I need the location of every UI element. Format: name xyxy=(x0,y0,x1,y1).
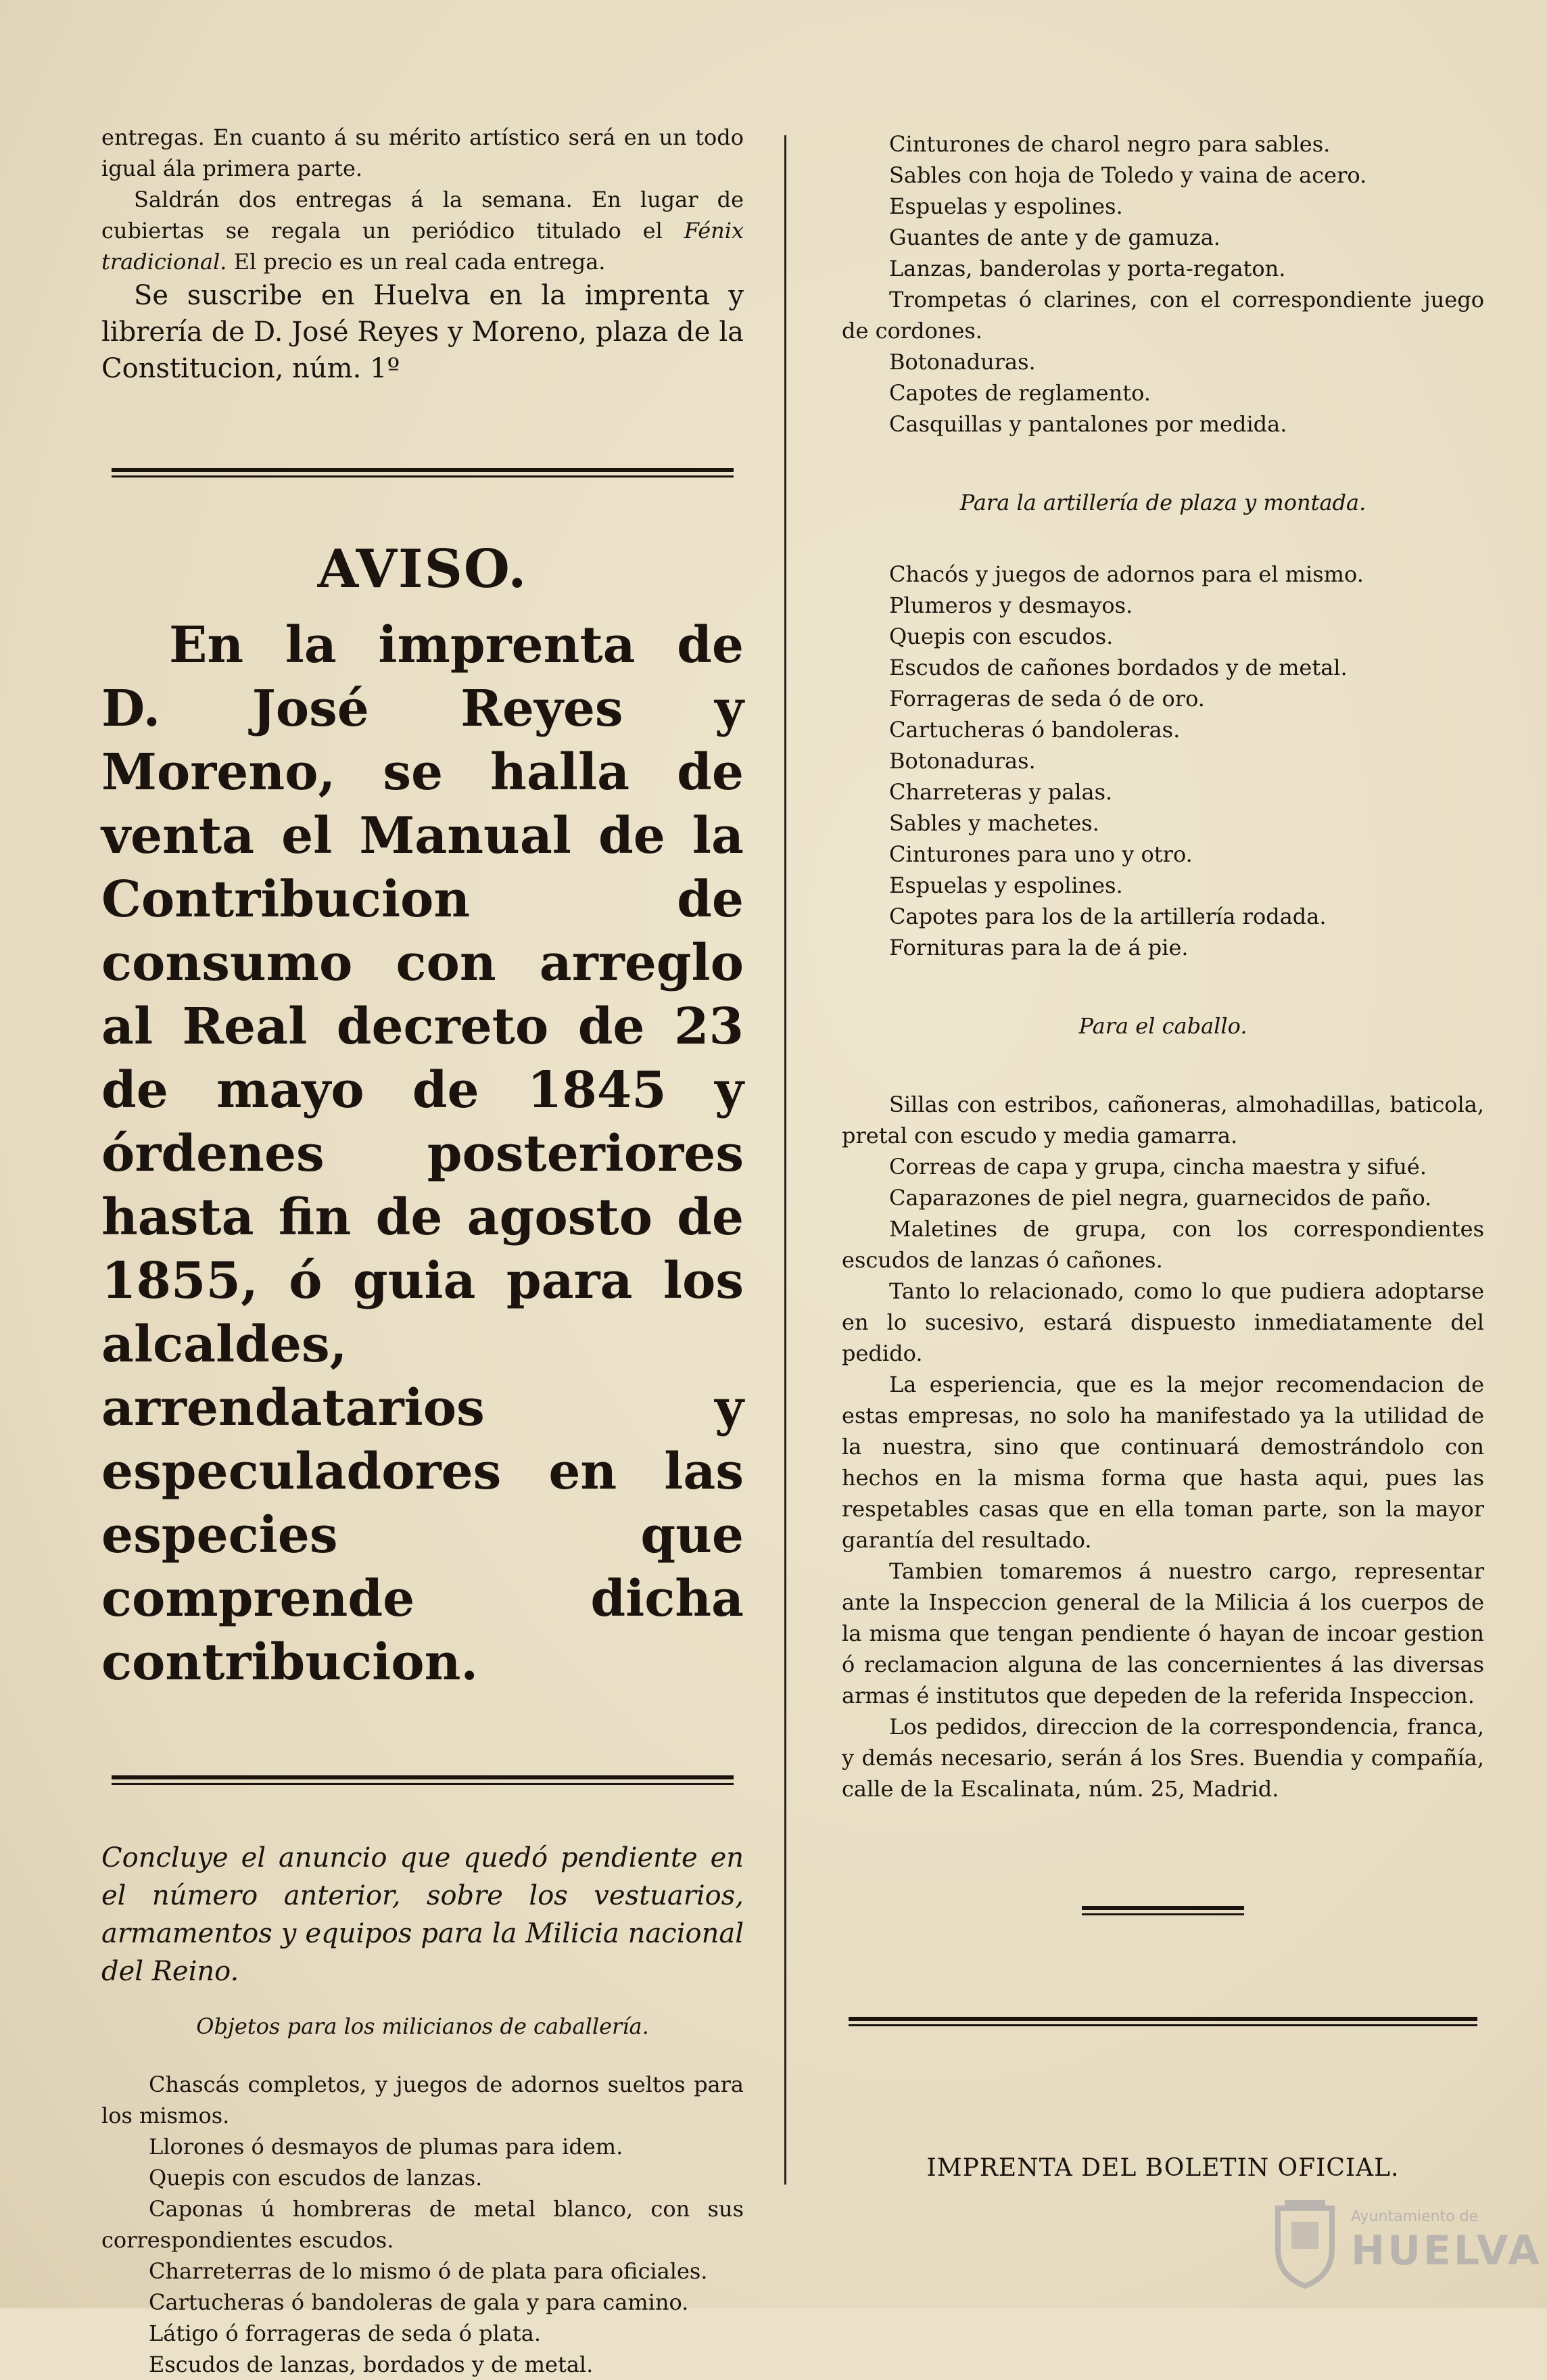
list-item: Botonaduras. xyxy=(889,349,1036,375)
caballo-heading: Para el caballo. xyxy=(1078,1013,1247,1039)
intro-periodical: Fénix tradicional. xyxy=(101,218,744,275)
huelva-logo xyxy=(1264,2195,1542,2289)
list-item: Botonaduras. xyxy=(889,748,1036,774)
caballeria-list-continued xyxy=(842,129,1484,440)
paragraph: La esperiencia, que es la mejor recomendacion de estas empresas, no solo ha manifestado ya la utilidad de la nuestra, sino que continuará demostrándolo con hechos en la misma forma que hasta aqui, pues las respetables casas que en ella toman parte, son la mayor garantía del resultado. xyxy=(842,1372,1484,1553)
list-item: Cartucheras ó bandoleras de gala y para camino. xyxy=(149,2289,689,2315)
aviso-body: En la imprenta de D. José Reyes y Moreno, se halla de venta el Manual de la Contribucion de consumo con arreglo al Real decreto de 23 de mayo de 1845 y órdenes posteriores hasta fin de agosto de 1855, ó guia para los alcaldes, arrendatarios y especuladores en las especies que comprende dicha contribucion. xyxy=(101,616,744,1691)
list-item: Cartucheras ó bandoleras. xyxy=(889,717,1181,743)
list-item: Quepis con escudos. xyxy=(889,624,1114,649)
right-column xyxy=(842,101,1484,2026)
list-item: Chascás completos, y juegos de adornos sueltos para los mismos. xyxy=(101,2072,744,2128)
list-item: Correas de capa y grupa, cincha maestra y sifué. xyxy=(889,1154,1427,1180)
list-item: Chacós y juegos de adornos para el mismo. xyxy=(889,561,1364,587)
list-item: Capotes para los de la artillería rodada. xyxy=(889,904,1327,929)
crest-icon xyxy=(1264,2195,1346,2289)
list-item: Casquillas y pantalones por medida. xyxy=(889,411,1287,437)
separator-rule xyxy=(849,2017,1477,2026)
concluye-intro: Concluye el anuncio que quedó pendiente en el número anterior, sobre los vestuarios, armamentos y equipos para la Milicia nacional del Reino. xyxy=(101,1842,744,1987)
logo-wordmark: HUELVA xyxy=(1351,2227,1542,2274)
separator-rule xyxy=(112,1775,734,1785)
caballeria-heading: Objetos para los milicianos de caballería. xyxy=(196,2013,649,2039)
separator-rule xyxy=(112,468,734,477)
list-item: Látigo ó forrageras de seda ó plata. xyxy=(149,2320,541,2346)
list-item: Maletines de grupa, con los correspondientes escudos de lanzas ó cañones. xyxy=(842,1216,1484,1273)
intro-line xyxy=(101,184,744,277)
list-item: Charreterras de lo mismo ó de plata para oficiales. xyxy=(149,2258,708,2284)
short-separator-rule xyxy=(1082,1906,1244,1915)
caballo-list xyxy=(842,1089,1484,1276)
list-item: Caponas ú hombreras de metal blanco, con sus correspondientes escudos. xyxy=(101,2196,744,2253)
left-column xyxy=(101,101,744,2380)
list-item: Sables con hoja de Toledo y vaina de acero. xyxy=(889,162,1367,188)
paragraph: Los pedidos, direccion de la correspondencia, franca, y demás necesario, serán á los Sres. Buendia y compañía, calle de la Escalinata, núm. 25, Madrid. xyxy=(842,1714,1484,1802)
intro-line: entregas. En cuanto á su mérito artístico será en un todo igual ála primera parte. xyxy=(101,124,744,181)
logo-caption: Ayuntamiento de xyxy=(1351,2208,1479,2225)
list-item: Espuelas y espolines. xyxy=(889,193,1123,219)
subscription-line: Se suscribe en Huelva en la imprenta y librería de D. José Reyes y Moreno, plaza de la Constitucion, núm. 1º xyxy=(101,280,744,384)
paragraph: Tambien tomaremos á nuestro cargo, representar ante la Inspeccion general de la Milicia á los cuerpos de la misma que tengan pendiente ó hayan de incoar gestion ó reclamacion alguna de las concernientes á las diversas armas é institutos que depeden de la referida Inspeccion. xyxy=(842,1558,1484,1708)
intro-text: Saldrán dos entregas á la semana. En lugar de cubiertas se regala un periódico titulado el xyxy=(101,187,744,243)
list-item: Quepis con escudos de lanzas. xyxy=(149,2165,483,2191)
list-item: Sables y machetes. xyxy=(889,810,1099,836)
list-item: Llorones ó desmayos de plumas para idem. xyxy=(149,2134,623,2160)
list-item: Escudos de lanzas, bordados y de metal. xyxy=(149,2352,594,2377)
artilleria-list xyxy=(842,559,1484,963)
intro-price: El precio es un real cada entrega. xyxy=(233,249,606,275)
list-item: Lanzas, banderolas y porta-regaton. xyxy=(889,256,1286,281)
list-item: Plumeros y desmayos. xyxy=(889,592,1133,618)
artilleria-heading: Para la artillería de plaza y montada. xyxy=(959,490,1366,515)
printer-footer: IMPRENTA DEL BOLETIN OFICIAL. xyxy=(926,2154,1400,2182)
list-item: Sillas con estribos, cañoneras, almohadillas, baticola, pretal con escudo y media gamarra. xyxy=(842,1092,1484,1148)
paragraph: Tanto lo relacionado, como lo que pudiera adoptarse en lo sucesivo, estará dispuesto inmediatamente del pedido. xyxy=(842,1278,1484,1366)
list-item: Escudos de cañones bordados y de metal. xyxy=(889,655,1348,680)
list-item: Fornituras para la de á pie. xyxy=(889,935,1189,960)
list-item: Cinturones de charol negro para sables. xyxy=(889,131,1331,157)
closing-paragraphs xyxy=(842,1276,1484,1804)
list-item: Capotes de reglamento. xyxy=(889,380,1151,406)
list-item: Forrageras de seda ó de oro. xyxy=(889,686,1205,711)
list-item: Trompetas ó clarines, con el correspondiente juego de cordones. xyxy=(842,287,1484,344)
column-divider xyxy=(784,135,786,2185)
list-item: Cinturones para uno y otro. xyxy=(889,841,1193,867)
list-item: Caparazones de piel negra, guarnecidos de paño. xyxy=(889,1185,1432,1211)
caballeria-list xyxy=(101,2069,744,2380)
list-item: Guantes de ante y de gamuza. xyxy=(889,225,1220,250)
aviso-title: AVISO. xyxy=(317,538,528,600)
list-item: Charreteras y palas. xyxy=(889,779,1113,805)
list-item: Espuelas y espolines. xyxy=(889,872,1123,898)
